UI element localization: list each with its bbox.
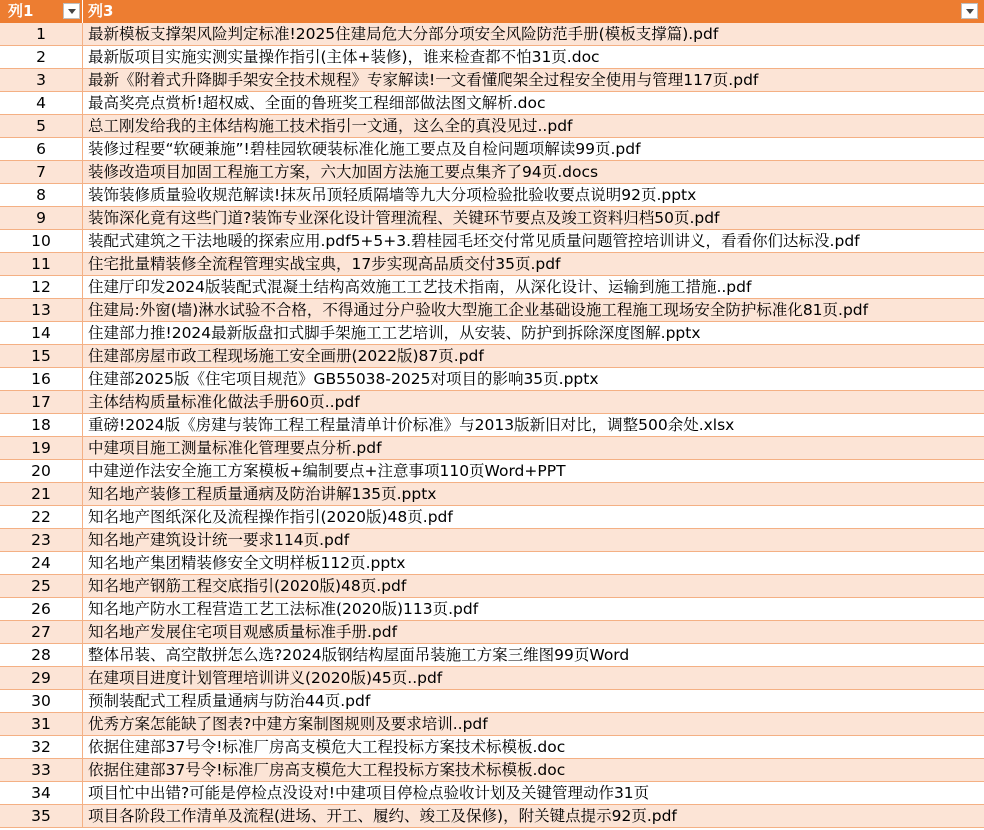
row-number-cell[interactable]: 22 xyxy=(0,506,83,528)
file-name-cell[interactable]: 优秀方案怎能缺了图表?中建方案制图规则及要求培训..pdf xyxy=(88,715,488,733)
table-header-row xyxy=(0,0,984,23)
file-name-cell[interactable]: 项目忙中出错?可能是停检点没设对!中建项目停检点验收计划及关键管理动作31页 xyxy=(88,784,650,802)
table-row xyxy=(0,690,984,713)
column-header-3[interactable] xyxy=(83,0,984,23)
table-row xyxy=(0,575,984,598)
row-number-cell[interactable]: 33 xyxy=(0,759,83,781)
column-header-3-label: 列3 xyxy=(88,2,114,20)
file-name-cell[interactable]: 知名地产防水工程营造工艺工法标准(2020版)113页.pdf xyxy=(88,600,479,618)
file-name-cell[interactable]: 项目各阶段工作清单及流程(进场、开工、履约、竣工及保修)，附关键点提示92页.pdf xyxy=(88,807,677,825)
row-number-cell[interactable]: 20 xyxy=(0,460,83,482)
row-number-cell[interactable]: 14 xyxy=(0,322,83,344)
table-row xyxy=(0,805,984,828)
file-name-cell[interactable]: 依据住建部37号令!标准厂房高支模危大工程投标方案技术标模板.doc xyxy=(88,738,566,756)
file-name-cell[interactable]: 住建局:外窗(墙)淋水试验不合格，不得通过分户验收大型施工企业基础设施工程施工现场安全防护标准化81页.pdf xyxy=(88,301,869,319)
table-row xyxy=(0,529,984,552)
table-row xyxy=(0,115,984,138)
row-number-cell[interactable]: 17 xyxy=(0,391,83,413)
table-row xyxy=(0,368,984,391)
row-number-cell[interactable]: 31 xyxy=(0,713,83,735)
table-row xyxy=(0,69,984,92)
row-number-cell[interactable]: 10 xyxy=(0,230,83,252)
table-row xyxy=(0,138,984,161)
file-name-cell[interactable]: 知名地产装修工程质量通病及防治讲解135页.pptx xyxy=(88,485,437,503)
row-number-cell[interactable]: 21 xyxy=(0,483,83,505)
file-name-cell[interactable]: 总工刚发给我的主体结构施工技术指引一文通，这么全的真没见过..pdf xyxy=(88,117,573,135)
file-name-cell[interactable]: 知名地产集团精装修安全文明样板112页.pptx xyxy=(88,554,406,572)
table-row xyxy=(0,92,984,115)
file-name-cell[interactable]: 装饰深化竟有这些门道?装饰专业深化设计管理流程、关键环节要点及竣工资料归档50页.pdf xyxy=(88,209,720,227)
table-row xyxy=(0,759,984,782)
file-name-cell[interactable]: 装配式建筑之干法地暖的探索应用.pdf5+5+3.碧桂园毛坯交付常见质量问题管控培训讲义，看看你们达标没.pdf xyxy=(88,232,860,250)
table-row xyxy=(0,483,984,506)
file-name-cell[interactable]: 住宅批量精装修全流程管理实战宝典，17步实现高品质交付35页.pdf xyxy=(88,255,561,273)
row-number-cell[interactable]: 18 xyxy=(0,414,83,436)
filter-dropdown-icon[interactable] xyxy=(63,3,80,19)
table-row xyxy=(0,46,984,69)
file-name-cell[interactable]: 中建逆作法安全施工方案模板+编制要点+注意事项110页Word+PPT xyxy=(88,462,566,480)
table-row xyxy=(0,299,984,322)
file-name-cell[interactable]: 在建项目进度计划管理培训讲义(2020版)45页..pdf xyxy=(88,669,443,687)
table-row xyxy=(0,230,984,253)
row-number-cell[interactable]: 12 xyxy=(0,276,83,298)
file-name-cell[interactable]: 重磅!2024版《房建与装饰工程工程量清单计价标准》与2013版新旧对比，调整500余处.xlsx xyxy=(88,416,735,434)
row-number-cell[interactable]: 9 xyxy=(0,207,83,229)
row-number-cell[interactable]: 7 xyxy=(0,161,83,183)
row-number-cell[interactable]: 19 xyxy=(0,437,83,459)
column-header-1-label: 列1 xyxy=(8,2,34,20)
table-row xyxy=(0,460,984,483)
row-number-cell[interactable]: 23 xyxy=(0,529,83,551)
file-name-cell[interactable]: 最新模板支撑架风险判定标准!2025住建局危大分部分项安全风险防范手册(模板支撑篇).pdf xyxy=(88,25,719,43)
table-row xyxy=(0,391,984,414)
file-name-cell[interactable]: 预制装配式工程质量通病与防治44页.pdf xyxy=(88,692,371,710)
table-row xyxy=(0,621,984,644)
row-number-cell[interactable]: 34 xyxy=(0,782,83,804)
file-name-cell[interactable]: 最新《附着式升降脚手架安全技术规程》专家解读!一文看懂爬架全过程安全使用与管理117页.pdf xyxy=(88,71,759,89)
row-number-cell[interactable]: 26 xyxy=(0,598,83,620)
file-name-cell[interactable]: 中建项目施工测量标准化管理要点分析.pdf xyxy=(88,439,382,457)
file-name-cell[interactable]: 知名地产图纸深化及流程操作指引(2020版)48页.pdf xyxy=(88,508,453,526)
row-number-cell[interactable]: 32 xyxy=(0,736,83,758)
file-name-cell[interactable]: 最新版项目实施实测实量操作指引(主体+装修)，谁来检查都不怕31页.doc xyxy=(88,48,600,66)
row-number-cell[interactable]: 29 xyxy=(0,667,83,689)
row-number-cell[interactable]: 11 xyxy=(0,253,83,275)
file-name-cell[interactable]: 装饰装修质量验收规范解读!抹灰吊顶轻质隔墙等九大分项检验批验收要点说明92页.pptx xyxy=(88,186,697,204)
table-row xyxy=(0,506,984,529)
file-name-cell[interactable]: 知名地产建筑设计统一要求114页.pdf xyxy=(88,531,350,549)
table-row xyxy=(0,414,984,437)
table-row xyxy=(0,161,984,184)
file-name-cell[interactable]: 依据住建部37号令!标准厂房高支模危大工程投标方案技术标模板.doc xyxy=(88,761,566,779)
table-row xyxy=(0,184,984,207)
table-row xyxy=(0,736,984,759)
row-number-cell[interactable]: 35 xyxy=(0,805,83,827)
row-number-cell[interactable]: 5 xyxy=(0,115,83,137)
file-name-cell[interactable]: 知名地产发展住宅项目观感质量标准手册.pdf xyxy=(88,623,398,641)
table-row xyxy=(0,667,984,690)
table-row xyxy=(0,713,984,736)
row-number-cell[interactable]: 6 xyxy=(0,138,83,160)
file-name-cell[interactable]: 最高奖亮点赏析!超权威、全面的鲁班奖工程细部做法图文解析.doc xyxy=(88,94,546,112)
row-number-cell[interactable]: 24 xyxy=(0,552,83,574)
table-row xyxy=(0,552,984,575)
row-number-cell[interactable]: 15 xyxy=(0,345,83,367)
table-row xyxy=(0,322,984,345)
row-number-cell[interactable]: 16 xyxy=(0,368,83,390)
file-name-cell[interactable]: 知名地产钢筋工程交底指引(2020版)48页.pdf xyxy=(88,577,407,595)
row-number-cell[interactable]: 27 xyxy=(0,621,83,643)
row-number-cell[interactable]: 2 xyxy=(0,46,83,68)
file-name-cell[interactable]: 住建部力推!2024最新版盘扣式脚手架施工工艺培训，从安装、防护到拆除深度图解.pptx xyxy=(88,324,701,342)
file-name-cell[interactable]: 装修过程要“软硬兼施”!碧桂园软硬装标准化施工要点及自检问题项解读99页.pdf xyxy=(88,140,641,158)
file-name-cell[interactable]: 装修改造项目加固工程施工方案，六大加固方法施工要点集齐了94页.docs xyxy=(88,163,599,181)
row-number-cell[interactable]: 4 xyxy=(0,92,83,114)
table-row xyxy=(0,782,984,805)
table-row xyxy=(0,644,984,667)
table-row xyxy=(0,598,984,621)
file-name-cell[interactable]: 住建部2025版《住宅项目规范》GB55038-2025对项目的影响35页.pptx xyxy=(88,370,599,388)
table-row xyxy=(0,345,984,368)
table-body xyxy=(0,23,984,828)
file-name-cell[interactable]: 整体吊装、高空散拼怎么选?2024版钢结构屋面吊装施工方案三维图99页Word xyxy=(88,646,630,664)
file-name-cell[interactable]: 主体结构质量标准化做法手册60页..pdf xyxy=(88,393,360,411)
row-number-cell[interactable]: 25 xyxy=(0,575,83,597)
row-number-cell[interactable]: 30 xyxy=(0,690,83,712)
row-number-cell[interactable]: 3 xyxy=(0,69,83,91)
table-row xyxy=(0,276,984,299)
file-name-cell[interactable]: 住建部房屋市政工程现场施工安全画册(2022版)87页.pdf xyxy=(88,347,484,365)
table-row xyxy=(0,23,984,46)
row-number-cell[interactable]: 28 xyxy=(0,644,83,666)
row-number-cell[interactable]: 8 xyxy=(0,184,83,206)
file-name-cell[interactable]: 住建厅印发2024版装配式混凝土结构高效施工工艺技术指南，从深化设计、运输到施工措施..pdf xyxy=(88,278,752,296)
table-row xyxy=(0,437,984,460)
table-row xyxy=(0,207,984,230)
table-row xyxy=(0,253,984,276)
filter-dropdown-icon[interactable] xyxy=(961,3,978,19)
row-number-cell[interactable]: 1 xyxy=(0,23,83,45)
row-number-cell[interactable]: 13 xyxy=(0,299,83,321)
